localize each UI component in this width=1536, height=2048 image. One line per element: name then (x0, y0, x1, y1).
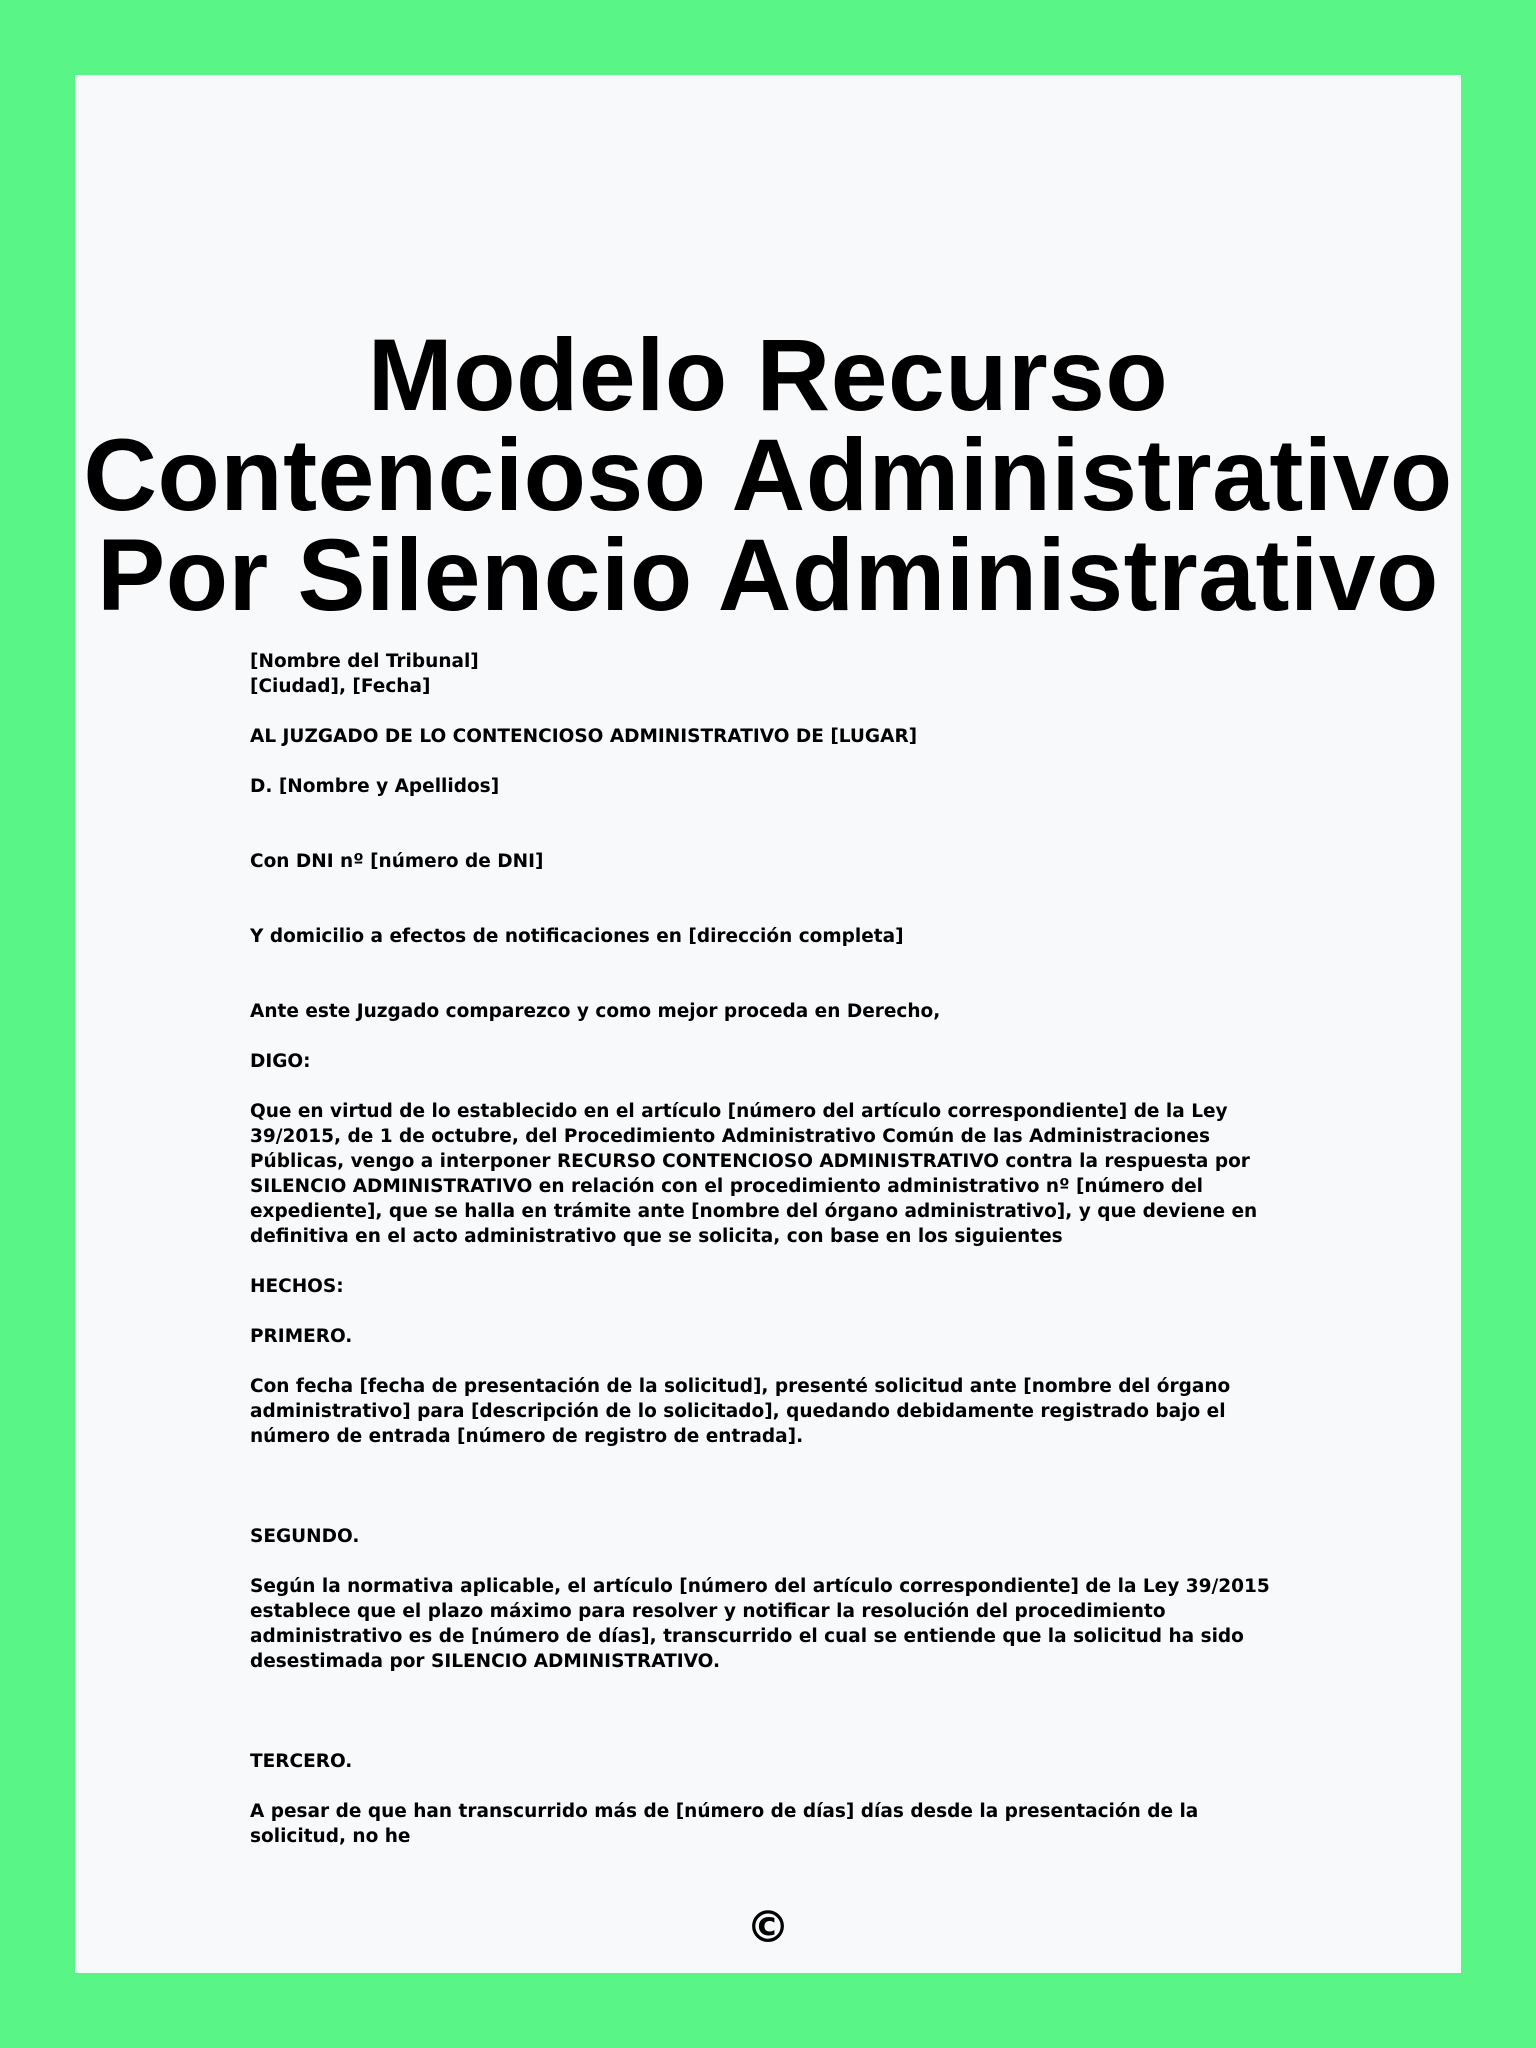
document-title (75, 318, 1461, 632)
appearance-statement: Ante este Juzgado comparezco y como mejor proceda en Derecho, (250, 1001, 941, 1022)
applicant-dni: Con DNI nº [número de DNI] (250, 851, 544, 872)
applicant-domicile: Y domicilio a efectos de notificaciones en [dirección completa] (250, 926, 904, 947)
section-heading-primero: PRIMERO. (250, 1326, 353, 1347)
section-heading-tercero: TERCERO. (250, 1751, 353, 1772)
section-heading-segundo: SEGUNDO. (250, 1526, 360, 1547)
document-page (75, 75, 1461, 1973)
document-title-line: Contencioso Administrativo (83, 418, 1453, 532)
addressee: AL JUZGADO DE LO CONTENCIOSO ADMINISTRATIVO DE [LUGAR] (250, 726, 918, 747)
document-title-line: Por Silencio Administrativo (97, 518, 1439, 632)
tribunal-name: [Nombre del Tribunal] (250, 651, 479, 672)
document-body (250, 649, 1280, 1849)
section-text-primero: Con fecha [fecha de presentación de la solicitud], presenté solicitud ante [nombre del órgano administrativo] para [descripción de lo solicitado], quedando debidamente registrado bajo el número de entrada [número de registro de entrada]. (250, 1376, 1231, 1447)
copyright-icon: © (746, 1902, 790, 1953)
hechos-heading: HECHOS: (250, 1276, 344, 1297)
digo-heading: DIGO: (250, 1051, 311, 1072)
section-text-segundo: Según la normativa aplicable, el artículo [número del artículo correspondiente] de la Ley 39/2015 establece que el plazo máximo para resolver y notificar la resolución del procedimiento administrativo es de [número de días], transcurrido el cual se entiende que la solicitud ha sido desestimada por SILENCIO ADMINISTRATIVO. (250, 1576, 1270, 1672)
applicant-name: D. [Nombre y Apellidos] (250, 776, 500, 797)
digo-paragraph: Que en virtud de lo establecido en el artículo [número del artículo correspondiente] de la Ley 39/2015, de 1 de octubre, del Procedimiento Administrativo Común de las Administraciones Públicas, vengo a interponer RECURSO CONTENCIOSO ADMINISTRATIVO contra la respuesta por SILENCIO ADMINISTRATIVO en relación con el procedimiento administrativo nº [número del expediente], que se halla en trámite ante [nombre del órgano administrativo], y que deviene en definitiva en el acto administrativo que se solicita, con base en los siguientes (250, 1101, 1258, 1247)
document-title-line: Modelo Recurso (367, 318, 1169, 432)
city-date: [Ciudad], [Fecha] (250, 676, 431, 697)
section-text-tercero: A pesar de que han transcurrido más de [número de días] días desde la presentación de la solicitud, no he (250, 1801, 1199, 1847)
